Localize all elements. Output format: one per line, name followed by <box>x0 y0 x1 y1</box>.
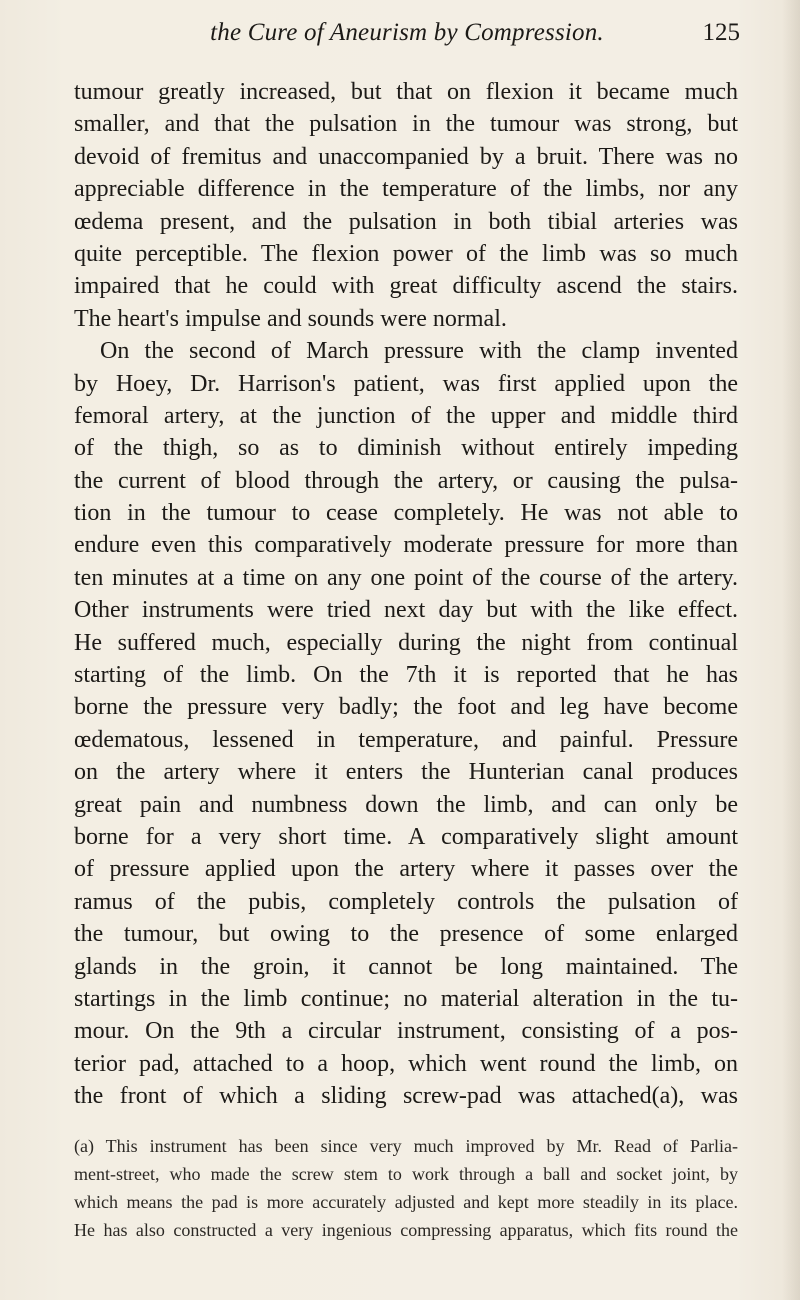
text-line: startings in the limb continue; no material alteration in the tu- <box>74 985 738 1012</box>
text-line: mour. On the 9th a circular instrument, consisting of a pos- <box>74 1018 738 1045</box>
text-line: œdematous, lessened in temperature, and painful. Pressure <box>74 726 738 753</box>
page-number: 125 <box>702 19 740 46</box>
footnotes <box>74 1132 738 1244</box>
running-head <box>74 16 740 56</box>
text-line: smaller, and that the pulsation in the tumour was strong, but <box>74 111 738 138</box>
footnote-line: (a) This instrument has been since very much improved by Mr. Read of Parlia- <box>74 1136 738 1156</box>
footnote-line: which means the pad is more accurately adjusted and kept more steadily in its place. <box>74 1192 738 1212</box>
text-line: borne for a very short time. A comparatively slight amount <box>74 823 738 850</box>
text-line: of the thigh, so as to diminish without entirely impeding <box>74 435 738 462</box>
text-line: tion in the tumour to cease completely. He was not able to <box>74 500 738 527</box>
text-line: ten minutes at a time on any one point of the course of the artery. <box>74 564 738 591</box>
text-line: appreciable difference in the temperature of the limbs, nor any <box>74 176 738 203</box>
text-line: femoral artery, at the junction of the upper and middle third <box>74 402 738 429</box>
text-line: starting of the limb. On the 7th it is reported that he has <box>74 662 738 689</box>
text-line: impaired that he could with great difficulty ascend the stairs. <box>74 273 738 300</box>
running-title: the Cure of Aneurism by Compression. <box>210 19 604 46</box>
body-text <box>74 76 738 1113</box>
text-line: by Hoey, Dr. Harrison's patient, was first applied upon the <box>74 370 738 397</box>
text-line: devoid of fremitus and unaccompanied by a bruit. There was no <box>74 143 738 170</box>
text-line: tumour greatly increased, but that on flexion it became much <box>74 79 738 105</box>
text-line: He suffered much, especially during the night from continual <box>74 629 738 656</box>
text-line: quite perceptible. The flexion power of the limb was so much <box>74 240 738 267</box>
text-line: glands in the groin, it cannot be long maintained. The <box>74 953 738 980</box>
text-line: Other instruments were tried next day but with the like effect. <box>74 597 738 624</box>
text-line: on the artery where it enters the Hunterian canal produces <box>74 759 738 786</box>
footnote-line: He has also constructed a very ingenious compressing apparatus, which fits round the <box>74 1220 738 1240</box>
text-line: the current of blood through the artery, or causing the pulsa- <box>74 467 738 494</box>
text-line: The heart's impulse and sounds were normal. <box>74 305 507 332</box>
page-edge-shadow <box>782 0 800 1300</box>
text-line: borne the pressure very badly; the foot and leg have become <box>74 694 738 721</box>
text-line: terior pad, attached to a hoop, which went round the limb, on <box>74 1050 738 1077</box>
text-line: the front of which a sliding screw-pad was attached(a), was <box>74 1083 738 1110</box>
text-line: œdema present, and the pulsation in both tibial arteries was <box>74 208 738 235</box>
text-line: of pressure applied upon the artery where it passes over the <box>74 856 738 883</box>
text-line: ramus of the pubis, completely controls the pulsation of <box>74 888 738 915</box>
text-line: endure even this comparatively moderate pressure for more than <box>74 532 738 559</box>
text-line: On the second of March pressure with the clamp invented <box>100 338 738 365</box>
footnote-line: ment-street, who made the screw stem to work through a ball and socket joint, by <box>74 1164 738 1184</box>
text-line: the tumour, but owing to the presence of some enlarged <box>74 921 738 948</box>
text-line: great pain and numbness down the limb, and can only be <box>74 791 738 818</box>
